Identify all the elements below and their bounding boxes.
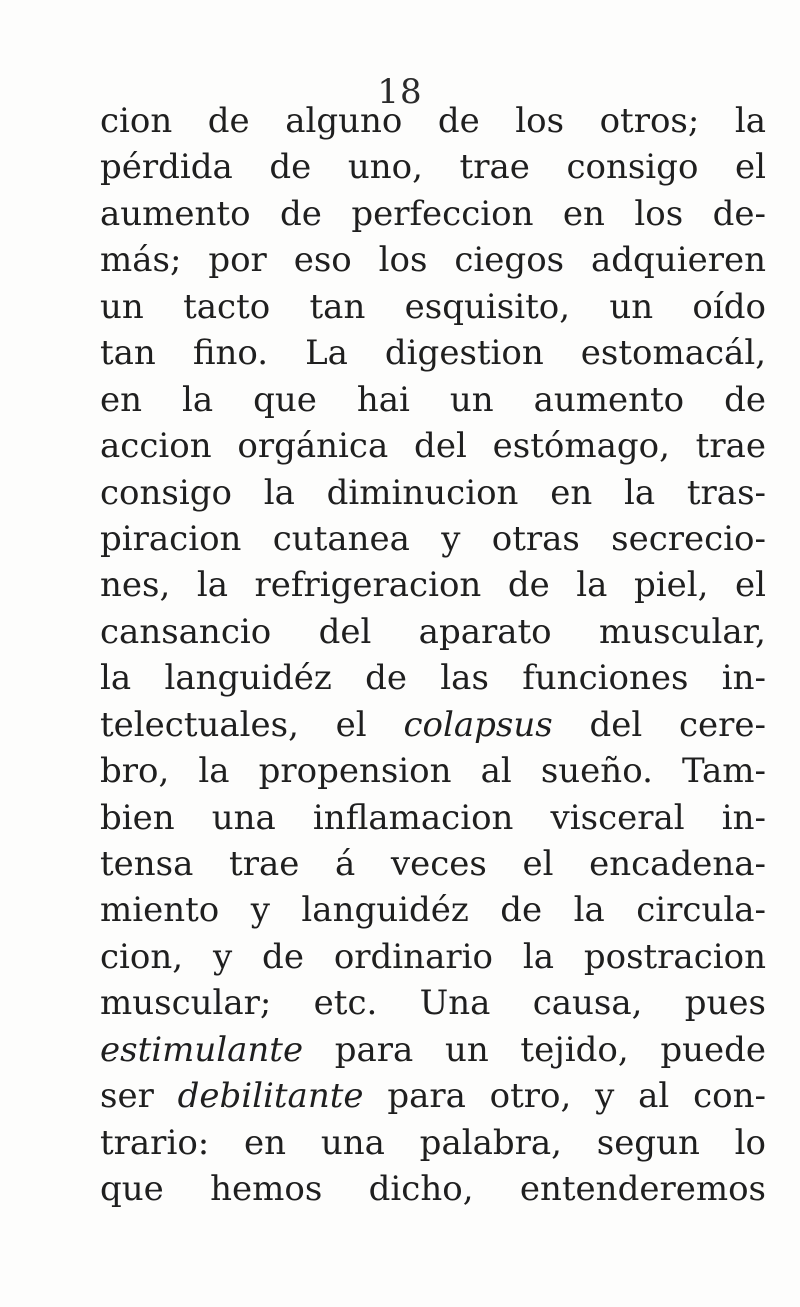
text-segment: nes, la refrigeracion de la piel, el (100, 565, 766, 606)
text-line (100, 934, 766, 980)
text-segment: que hemos dicho, entenderemos (100, 1169, 766, 1210)
text-line (100, 284, 766, 330)
text-line (100, 470, 766, 516)
text-line (100, 516, 766, 562)
text-line (100, 377, 766, 423)
text-line (100, 144, 766, 190)
text-segment: para otro, y al con- (363, 1076, 766, 1117)
text-segment: miento y languidéz de la circula- (100, 890, 766, 931)
text-line (100, 1120, 766, 1166)
text-segment: cansancio del aparato muscular, (100, 611, 766, 652)
text-segment: en la que hai un aumento de (100, 379, 766, 420)
text-line (100, 841, 766, 887)
text-segment: bien una inflamacion visceral in- (100, 797, 766, 838)
text-segment: consigo la diminucion en la tras- (100, 472, 766, 513)
text-segment: accion orgánica del estómago, trae (100, 426, 766, 467)
text-segment: ser (100, 1076, 178, 1117)
text-segment: del cere- (552, 704, 766, 745)
text-segment: un tacto tan esquisito, un oído (100, 286, 766, 327)
text-line (100, 423, 766, 469)
body-text (100, 98, 766, 1213)
text-segment: para un tejido, puede (303, 1029, 766, 1070)
text-line (100, 330, 766, 376)
page-number: 18 (377, 72, 423, 112)
text-segment: trario: en una palabra, segun lo (100, 1122, 766, 1163)
text-segment: pérdida de uno, trae consigo el (100, 147, 766, 188)
text-segment: tensa trae á veces el encadena- (100, 844, 766, 884)
text-segment: aumento de perfeccion en los de- (100, 193, 766, 234)
text-line (100, 609, 766, 655)
text-line (100, 887, 766, 933)
text-line (100, 1166, 766, 1212)
text-segment: tan fino. La digestion estomacál, (100, 333, 766, 374)
text-segment: bro, la propension al sueño. Tam- (100, 751, 766, 792)
text-segment: cion, y de ordinario la postracion (100, 936, 766, 977)
italic-term: colapsus (403, 704, 553, 745)
text-line (100, 98, 766, 144)
text-line (100, 748, 766, 794)
text-segment: la languidéz de las funciones in- (100, 658, 766, 699)
text-line (100, 655, 766, 701)
text-line (100, 702, 766, 748)
text-segment: telectuales, el (100, 704, 404, 745)
italic-term: estimulante (100, 1029, 304, 1070)
text-segment: cion de alguno de los otros; la (100, 101, 766, 141)
text-line (100, 980, 766, 1026)
text-line (100, 1027, 766, 1073)
italic-term: debilitante (177, 1076, 364, 1117)
text-line (100, 562, 766, 608)
text-segment: piracion cutanea y otras secrecio- (100, 518, 766, 559)
text-line (100, 795, 766, 841)
text-line (100, 191, 766, 237)
text-line (100, 1073, 766, 1119)
text-line (100, 237, 766, 283)
text-segment: muscular; etc. Una causa, pues (100, 983, 766, 1024)
text-segment: más; por eso los ciegos adquieren (100, 240, 766, 281)
